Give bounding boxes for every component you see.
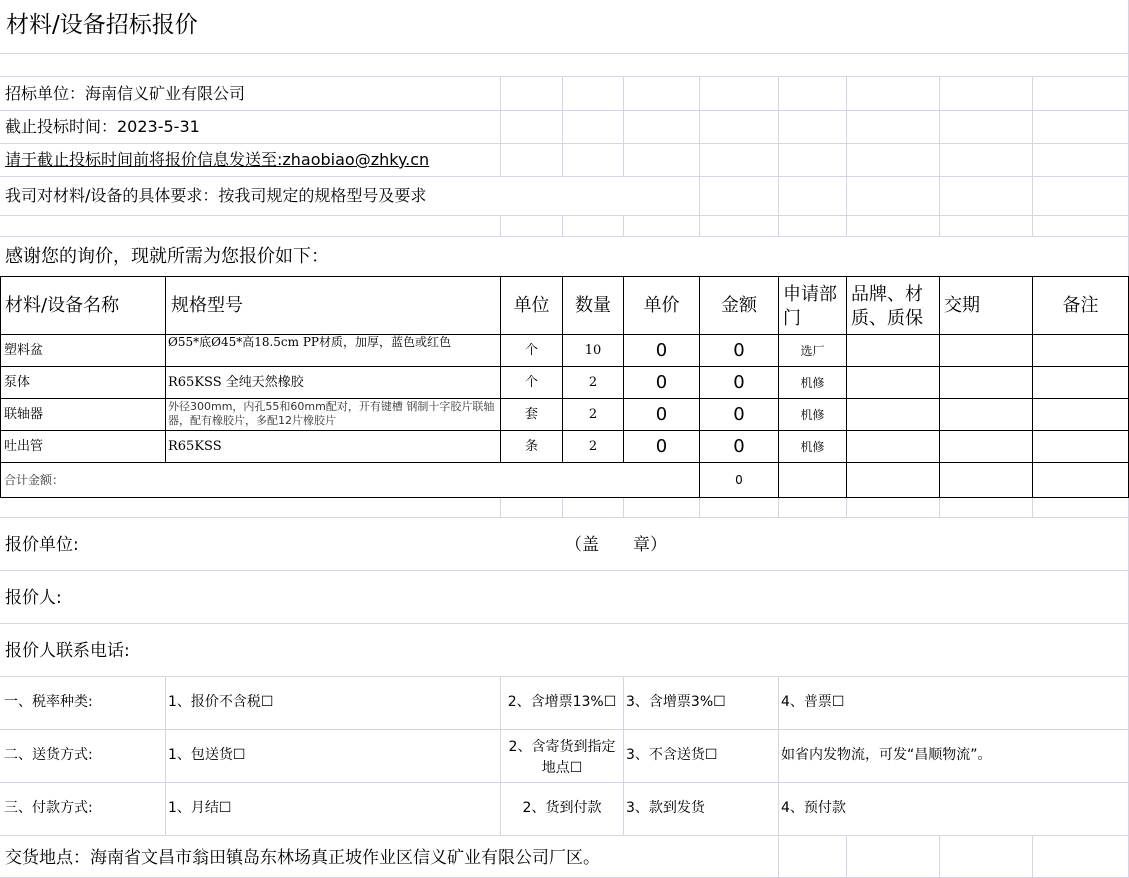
header-note: 备注	[1062, 295, 1099, 316]
payment-option-4[interactable]: 4、预付款	[781, 800, 846, 816]
gridline	[0, 623, 1129, 624]
row4-name: 吐出管	[4, 439, 44, 454]
shipping-note: 如省内发物流，可发“昌顺物流”。	[781, 747, 992, 763]
payment-option-1[interactable]: 1、月结☐	[168, 800, 232, 816]
gridline	[778, 76, 779, 236]
quote-unit-label: 报价单位:	[5, 535, 79, 555]
row3-name: 联轴器	[4, 407, 44, 422]
payment-label: 三、付款方式:	[4, 800, 93, 816]
gridline	[939, 498, 940, 518]
header-spec: 规格型号	[171, 295, 243, 316]
gridline	[562, 215, 563, 237]
gridline	[500, 215, 501, 237]
total-label: 合计金额：	[4, 473, 65, 487]
header-name: 材料/设备名称	[5, 295, 120, 316]
row2-qty: 2	[588, 375, 598, 390]
stamp-label: （盖 章）	[565, 535, 667, 555]
gridline	[623, 76, 624, 176]
row4-unit: 条	[524, 439, 538, 454]
header-unit: 单位	[513, 295, 550, 316]
row1-name: 塑料盆	[4, 343, 44, 358]
quote-person-label: 报价人:	[5, 588, 62, 608]
row2-unit: 个	[524, 375, 538, 390]
requirement-text: 我司对材料/设备的具体要求：按我司规定的规格型号及要求	[5, 186, 427, 205]
gridline	[500, 76, 501, 176]
row3-dept: 机修	[800, 408, 825, 422]
row1-qty: 10	[584, 343, 602, 358]
gridline	[1032, 76, 1033, 236]
row3-qty: 2	[588, 407, 598, 422]
gridline	[0, 676, 1129, 677]
shipping-option-1[interactable]: 1、包送货☐	[168, 747, 246, 763]
row3-price: 0	[655, 404, 668, 425]
gridline	[778, 676, 779, 835]
shipping-label: 二、送货方式:	[4, 747, 93, 763]
gridline	[699, 498, 700, 518]
gridline	[846, 835, 847, 878]
delivery-location: 交货地点：海南省文昌市翁田镇岛东林场真正坡作业区信义矿业有限公司厂区。	[5, 848, 600, 868]
gridline	[165, 676, 166, 835]
row2-amount: 0	[733, 372, 745, 393]
gridline	[0, 176, 1129, 177]
tax-option-2[interactable]: 2、含增票13%☐	[507, 694, 617, 710]
header-delivery: 交期	[944, 295, 980, 316]
row3-amount: 0	[733, 404, 745, 425]
gridline	[500, 498, 501, 518]
total-value: 0	[735, 473, 743, 487]
gridline	[562, 498, 563, 518]
gridline	[778, 835, 779, 878]
row1-spec: Ø55*底Ø45*高18.5cm PP材质，加厚，蓝色或红色	[168, 335, 451, 349]
tax-option-4[interactable]: 4、普票☐	[781, 694, 845, 710]
row4-price: 0	[655, 436, 668, 457]
gridline	[0, 53, 1129, 54]
gridline	[1032, 498, 1033, 518]
row2-price: 0	[655, 372, 668, 393]
gridline	[0, 215, 1129, 216]
table-border	[165, 276, 166, 463]
tax-option-3[interactable]: 3、含增票3%☐	[626, 694, 726, 710]
table-border	[0, 430, 1129, 431]
gridline	[939, 835, 940, 878]
row2-name: 泵体	[4, 375, 31, 390]
row2-dept: 机修	[800, 376, 825, 390]
table-border	[0, 276, 1, 498]
header-amount: 金额	[721, 295, 757, 316]
gridline	[0, 517, 1129, 518]
bidder-unit: 招标单位：海南信义矿业有限公司	[5, 84, 246, 103]
quote-phone-label: 报价人联系电话:	[5, 641, 130, 661]
row3-unit: 套	[524, 407, 538, 422]
table-border	[0, 276, 1129, 277]
gridline	[0, 143, 1129, 144]
table-border	[0, 497, 1129, 498]
gridline	[846, 498, 847, 518]
gridline	[623, 498, 624, 518]
gridline	[0, 110, 1129, 111]
gridline	[0, 570, 1129, 571]
tax-label: 一、税率种类:	[4, 694, 93, 710]
row1-unit: 个	[524, 343, 538, 358]
gridline	[0, 835, 1129, 836]
bid-deadline: 截止投标时间：2023-5-31	[5, 117, 200, 136]
gridline	[778, 498, 779, 518]
page-title: 材料/设备招标报价	[6, 12, 198, 38]
table-border	[0, 366, 1129, 367]
gridline	[699, 76, 700, 236]
payment-option-2[interactable]: 2、货到付款	[522, 800, 602, 816]
header-price: 单价	[643, 295, 680, 316]
gridline	[0, 729, 1129, 730]
gridline	[1032, 835, 1033, 878]
table-border	[846, 276, 847, 498]
table-border	[0, 462, 1129, 463]
gridline	[623, 215, 624, 237]
gridline	[846, 76, 847, 236]
header-brand: 品牌、材质、质保	[851, 284, 923, 329]
gridline	[0, 782, 1129, 783]
table-border	[0, 398, 1129, 399]
row2-spec: R65KSS 全纯天然橡胶	[168, 375, 304, 390]
gridline	[0, 76, 1129, 77]
shipping-option-2[interactable]: 2、含寄货到指定地点☐	[508, 739, 616, 776]
gridline	[939, 76, 940, 236]
row4-dept: 机修	[800, 440, 825, 454]
row4-qty: 2	[588, 439, 598, 454]
shipping-option-3[interactable]: 3、不含送货☐	[626, 747, 718, 763]
email-link[interactable]: 请于截止投标时间前将报价信息发送至:zhaobiao@zhky.cn	[5, 150, 430, 169]
row1-price: 0	[655, 340, 668, 361]
tax-option-1[interactable]: 1、报价不含税☐	[168, 694, 274, 710]
gridline	[562, 76, 563, 176]
gridline	[0, 236, 1129, 237]
thanks-text: 感谢您的询价，现就所需为您报价如下：	[5, 246, 329, 267]
row1-amount: 0	[733, 340, 745, 361]
row3-spec: 外径300mm，内孔55和60mm配对，开有键槽 钢制十字胶片联轴器，配有橡胶片，多配12片橡胶片	[168, 400, 495, 427]
header-qty: 数量	[575, 295, 611, 316]
table-border	[939, 276, 940, 498]
row4-spec: R65KSS	[168, 439, 222, 454]
payment-option-3[interactable]: 3、款到发货	[626, 800, 705, 816]
header-dept: 申请部门	[783, 284, 837, 329]
row1-dept: 选厂	[800, 344, 825, 358]
row4-amount: 0	[733, 436, 745, 457]
gridline	[623, 676, 624, 835]
